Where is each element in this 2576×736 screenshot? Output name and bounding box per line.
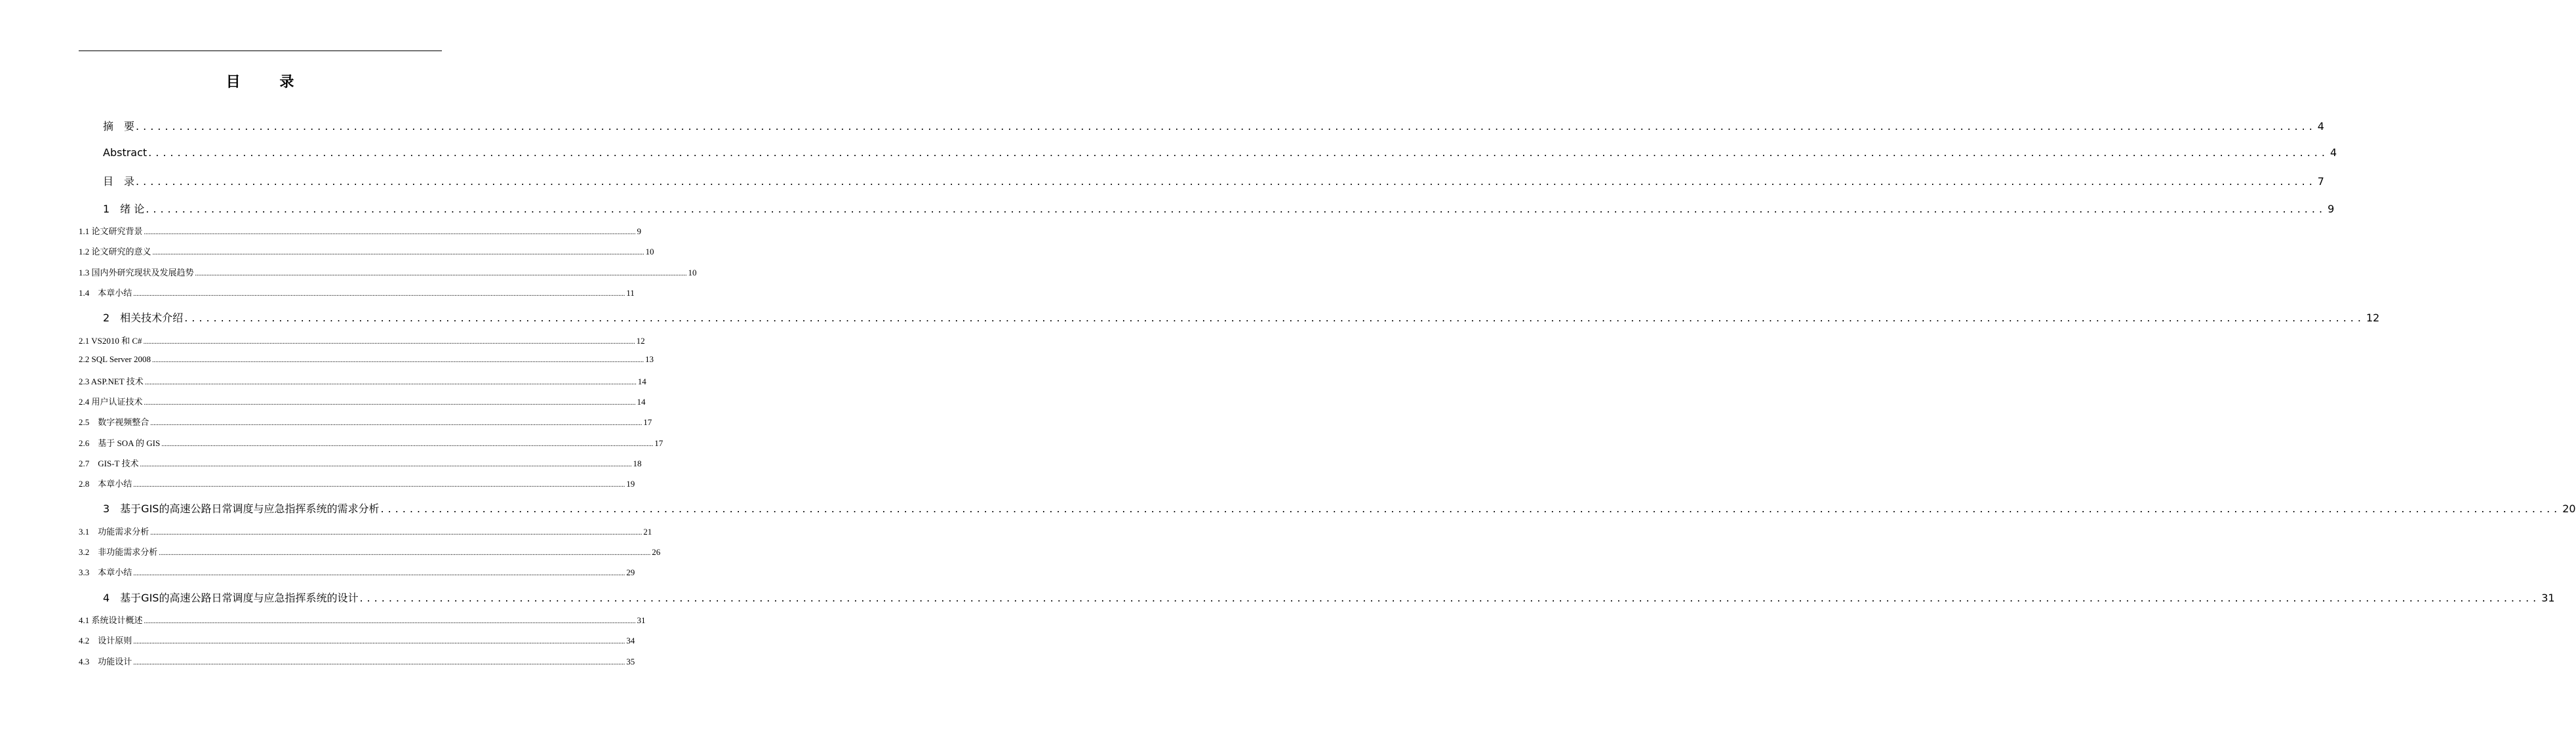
toc-page-number: 7 <box>2317 175 2324 188</box>
toc-chapter-entry[interactable] <box>103 146 2337 159</box>
toc-entry-label: 2.3 ASP.NET 技术 <box>79 377 144 386</box>
toc-dot-leader: ............................................................................................................................................................................................................................................................................................................ <box>146 203 2327 215</box>
toc-dot-leader: ............................................................................................................................................................................................................................................................................................................ <box>144 229 636 236</box>
toc-chapter-entry[interactable] <box>103 501 2576 516</box>
toc-dot-leader: ............................................................................................................................................................................................................................................................................................................ <box>359 592 2541 604</box>
toc-page-number: 14 <box>637 397 646 407</box>
toc-dot-leader: ............................................................................................................................................................................................................................................................................................................ <box>136 120 2316 133</box>
toc-entry-label: 2.2 SQL Server 2008 <box>79 354 151 364</box>
toc-dot-leader: ............................................................................................................................................................................................................................................................................................................ <box>152 249 644 256</box>
toc-entry-label: 1 绪 论 <box>103 203 145 215</box>
toc-page-number: 26 <box>652 547 661 557</box>
toc-page-number: 14 <box>637 377 646 386</box>
toc-page-number: 29 <box>626 567 635 577</box>
toc-entry-label: 2.8 本章小结 <box>79 479 132 489</box>
toc-entry-label: 3.1 功能需求分析 <box>79 527 149 537</box>
toc-page-number: 31 <box>637 615 646 625</box>
page-title: 目 录 <box>226 74 311 91</box>
toc-dot-leader: ............................................................................................................................................................................................................................................................................................................ <box>150 420 643 427</box>
toc-page-number: 17 <box>654 438 664 448</box>
toc-section-entry[interactable] <box>79 375 646 387</box>
toc-entry-label: 4.3 功能设计 <box>79 657 132 666</box>
toc-section-entry[interactable] <box>79 477 635 489</box>
toc-chapter-entry[interactable] <box>103 310 2380 325</box>
toc-entry-label: 2.5 数字视频整合 <box>79 417 149 427</box>
toc-dot-leader: ............................................................................................................................................................................................................................................................................................................ <box>133 659 625 666</box>
toc-section-entry[interactable] <box>79 457 642 469</box>
toc-dot-leader: ............................................................................................................................................................................................................................................................................................................ <box>133 481 625 489</box>
toc-entry-label: 2 相关技术介绍 <box>103 312 184 324</box>
toc-dot-leader: ............................................................................................................................................................................................................................................................................................................ <box>144 618 636 625</box>
toc-chapter-entry[interactable] <box>103 118 2324 133</box>
toc-section-entry[interactable] <box>79 334 645 346</box>
toc-page-number: 4 <box>2329 146 2337 159</box>
toc-page-number: 9 <box>637 226 642 236</box>
toc-entry-label: Abstract <box>103 146 148 159</box>
toc-dot-leader: ............................................................................................................................................................................................................................................................................................................ <box>195 270 687 277</box>
toc-section-entry[interactable] <box>79 565 635 578</box>
toc-entry-label: 1.1 论文研究背景 <box>79 226 143 236</box>
toc-section-entry[interactable] <box>79 545 661 558</box>
toc-entry-label: 1.3 国内外研究现状及发展趋势 <box>79 268 194 277</box>
toc-dot-leader: ............................................................................................................................................................................................................................................................................................................ <box>184 312 2365 324</box>
toc-page-number: 11 <box>626 288 635 298</box>
toc-entry-label: 4 基于GIS的高速公路日常调度与应急指挥系统的设计 <box>103 592 359 604</box>
toc-page-number: 12 <box>2366 312 2380 324</box>
toc-dot-leader: ............................................................................................................................................................................................................................................................................................................ <box>144 379 637 386</box>
toc-page-number: 34 <box>626 636 635 645</box>
toc-page-number: 17 <box>643 417 652 427</box>
toc-entry-label: 4.1 系统设计概述 <box>79 615 143 625</box>
toc-entry-label: 1.4 本章小结 <box>79 288 132 298</box>
toc-dot-leader: ............................................................................................................................................................................................................................................................................................................ <box>133 570 625 577</box>
toc-dot-leader: ............................................................................................................................................................................................................................................................................................................ <box>136 175 2316 188</box>
toc-page-number: 31 <box>2541 592 2555 604</box>
toc-entry-label: 3 基于GIS的高速公路日常调度与应急指挥系统的需求分析 <box>103 502 380 515</box>
toc-dot-leader: ............................................................................................................................................................................................................................................................................................................ <box>150 529 643 537</box>
toc-page-number: 21 <box>643 527 652 537</box>
toc-section-entry[interactable] <box>79 655 635 667</box>
toc-entry-label: 2.1 VS2010 和 C# <box>79 336 142 346</box>
toc-page-number: 10 <box>688 268 697 277</box>
toc-section-entry[interactable] <box>79 395 646 407</box>
toc-section-entry[interactable] <box>79 266 697 278</box>
toc-section-entry[interactable] <box>79 525 652 537</box>
toc-page-number: 12 <box>636 336 645 346</box>
toc-entry-label: 摘 要 <box>103 120 135 133</box>
toc-entry-label: 2.6 基于 SOA 的 GIS <box>79 438 161 448</box>
toc-section-entry[interactable] <box>79 224 642 237</box>
toc-entry-label: 2.4 用户认证技术 <box>79 397 143 407</box>
toc-chapter-entry[interactable] <box>103 173 2324 188</box>
toc-page-number: 18 <box>633 459 642 468</box>
toc-dot-leader: ............................................................................................................................................................................................................................................................................................................ <box>133 638 625 645</box>
toc-dot-leader: ............................................................................................................................................................................................................................................................................................................ <box>152 357 644 364</box>
toc-chapter-entry[interactable] <box>103 590 2555 605</box>
toc-entry-label: 3.3 本章小结 <box>79 567 132 577</box>
toc-section-entry[interactable] <box>79 245 654 257</box>
toc-page-number: 19 <box>626 479 635 489</box>
toc-dot-leader: ............................................................................................................................................................................................................................................................................................................ <box>133 291 625 298</box>
toc-dot-leader: ............................................................................................................................................................................................................................................................................................................ <box>140 461 632 468</box>
toc-dot-leader: ............................................................................................................................................................................................................................................................................................................ <box>144 399 636 407</box>
toc-section-entry[interactable] <box>79 286 635 298</box>
toc-page-number: 35 <box>626 657 635 666</box>
toc-dot-leader: ............................................................................................................................................................................................................................................................................................................ <box>159 550 651 557</box>
toc-dot-leader: ............................................................................................................................................................................................................................................................................................................ <box>380 502 2562 515</box>
toc-entry-label: 3.2 非功能需求分析 <box>79 547 158 557</box>
toc-section-entry[interactable] <box>79 634 635 646</box>
toc-dot-leader: ............................................................................................................................................................................................................................................................................................................ <box>143 338 635 346</box>
toc-entry-label: 4.2 设计原则 <box>79 636 132 645</box>
toc-page-number: 13 <box>645 354 654 364</box>
toc-dot-leader: ............................................................................................................................................................................................................................................................................................................ <box>148 146 2329 159</box>
toc-section-entry[interactable] <box>79 436 664 449</box>
toc-entry-label: 目 录 <box>103 175 135 188</box>
toc-dot-leader: ............................................................................................................................................................................................................................................................................................................ <box>161 441 654 448</box>
toc-page-number: 4 <box>2317 120 2324 133</box>
toc-entry-label: 2.7 GIS-T 技术 <box>79 459 139 468</box>
toc-page-number: 9 <box>2328 203 2335 215</box>
toc-section-entry[interactable] <box>79 613 646 626</box>
toc-section-entry[interactable] <box>79 354 654 365</box>
toc-page-number: 20 <box>2562 502 2576 515</box>
toc-page-number: 10 <box>645 247 654 256</box>
toc-entry-label: 1.2 论文研究的意义 <box>79 247 151 256</box>
toc-chapter-entry[interactable] <box>103 201 2335 216</box>
toc-section-entry[interactable] <box>79 415 652 428</box>
